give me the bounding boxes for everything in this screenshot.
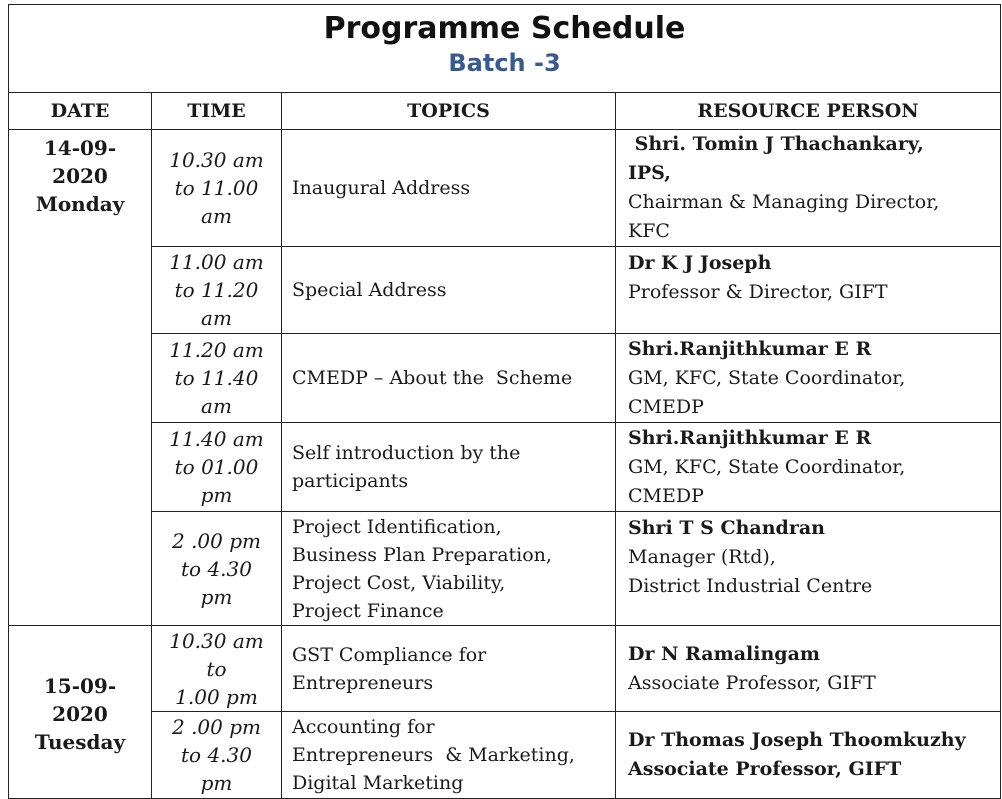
table-row [9,247,1001,334]
date-line: 14-09- [43,136,117,160]
time-cell: 10.30 am to 1.00 pm [152,626,282,712]
topic-cell: Inaugural Address [282,130,616,247]
page-title: Programme Schedule [323,11,686,46]
date-line: 2020 [52,702,108,726]
resource-person-cell: Shri.Ranjithkumar E R GM, KFC, State Coordinator, CMEDP [616,334,1001,423]
topic-cell: Accounting for Entrepreneurs & Marketing, Digital Marketing [282,712,616,799]
column-header-resource-person: RESOURCE PERSON [616,93,1001,130]
header-row [9,93,1001,130]
column-header-topics: TOPICS [282,93,616,130]
topic-cell: GST Compliance for Entrepreneurs [282,626,616,712]
schedule-frame [8,4,1000,794]
time-cell: 11.20 am to 11.40 am [152,334,282,423]
column-header-time: TIME [152,93,282,130]
table-row [9,712,1001,799]
title-cell [9,5,1001,93]
date-line: 2020 [52,164,108,188]
time-cell: 10.30 am to 11.00 am [152,130,282,247]
date-cell-day-2 [9,626,152,799]
resource-person-cell: Dr Thomas Joseph Thoomkuzhy Associate Professor, GIFT [616,712,1001,799]
day-name: Monday [35,192,125,216]
resource-person-cell: Dr N Ramalingam Associate Professor, GIFT [616,626,1001,712]
day-name: Tuesday [34,730,126,754]
table-row [9,423,1001,512]
topic-cell: Project Identification, Business Plan Preparation, Project Cost, Viability, Project Finance [282,512,616,626]
date-cell-day-1 [9,130,152,626]
topic-cell: CMEDP – About the Scheme [282,334,616,423]
resource-person-cell: Shri T S Chandran Manager (Rtd), District Industrial Centre [616,512,1001,626]
date-line: 15-09- [43,674,117,698]
time-cell: 2 .00 pm to 4.30 pm [152,512,282,626]
batch-subtitle: Batch -3 [448,49,561,77]
resource-person-cell: Dr K J Joseph Professor & Director, GIFT [616,247,1001,334]
table-row [9,512,1001,626]
time-cell: 2 .00 pm to 4.30 pm [152,712,282,799]
topic-cell: Self introduction by the participants [282,423,616,512]
topic-cell: Special Address [282,247,616,334]
resource-person-cell: Shri. Tomin J Thachankary, IPS, Chairman & Managing Director, KFC [616,130,1001,247]
schedule-table [8,4,1001,799]
table-row [9,626,1001,712]
time-cell: 11.40 am to 01.00 pm [152,423,282,512]
time-cell: 11.00 am to 11.20 am [152,247,282,334]
table-row [9,334,1001,423]
table-row [9,130,1001,247]
column-header-date: DATE [9,93,152,130]
resource-person-cell: Shri.Ranjithkumar E R GM, KFC, State Coordinator, CMEDP [616,423,1001,512]
